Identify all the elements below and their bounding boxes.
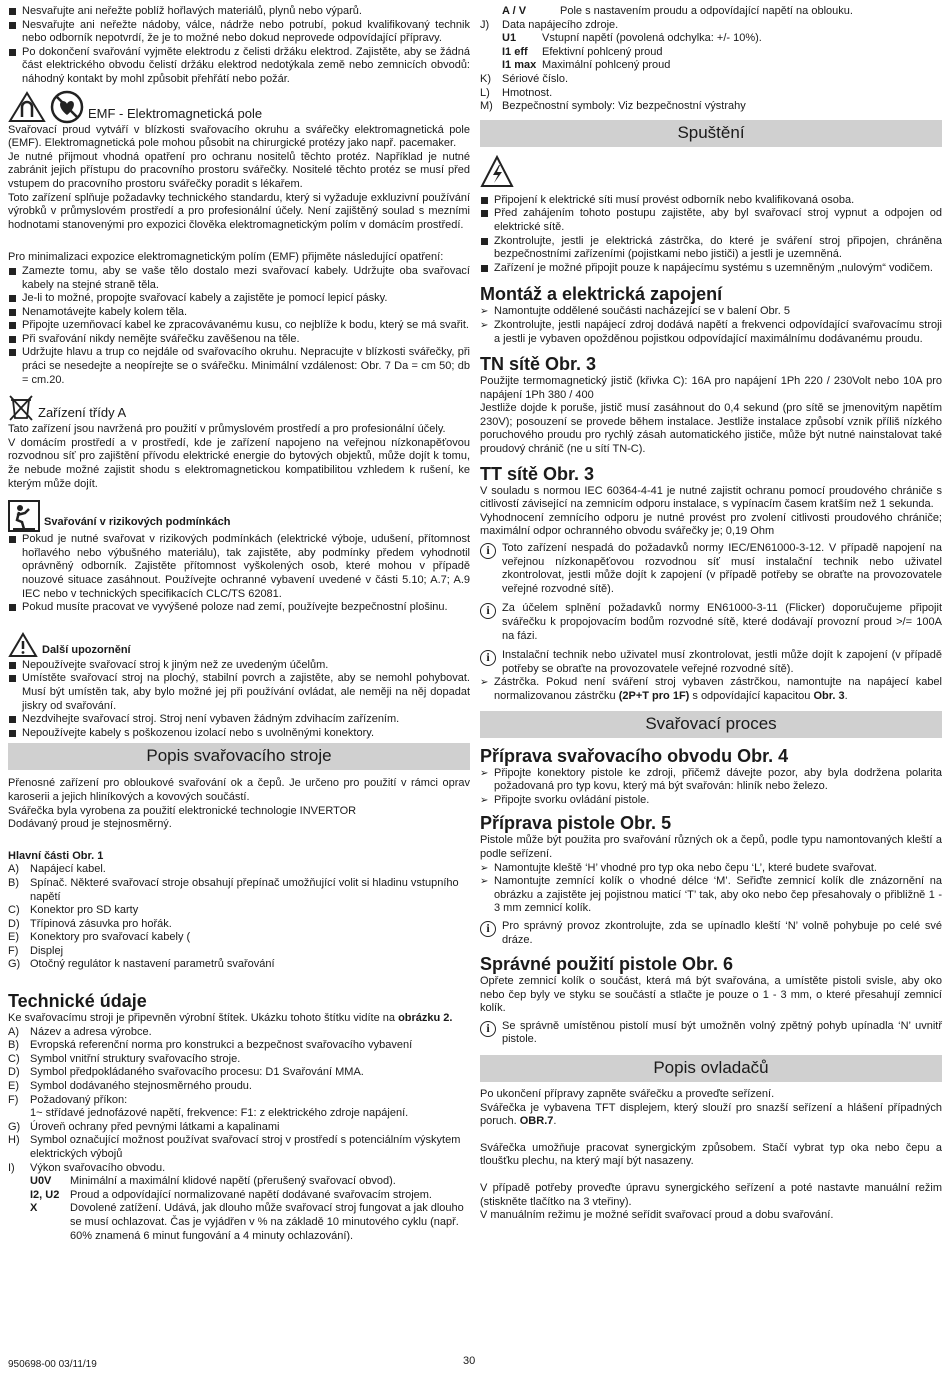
paragraph: Použijte termomagnetický jistič (křivka C): 16A pro napájení 1Ph 220 / 230Volt nebo 10A pro napájení 1Ph 380 / 400 [480, 375, 942, 401]
section-bar-description: Popis svařovacího stroje [8, 743, 470, 770]
paragraph: Svařovací proud vytváří v blízkosti svařovacího okruhu a svářečky elektromagnetická pole (EMF). Elektromagnetická pole mohou působit na chirurgické protézy jako např. pacemaker. [8, 123, 470, 150]
list-item: Nezdvihejte svařovací stroj. Stroj není vybaven žádným zdvihacím zařízením. [8, 713, 470, 727]
risk-title: Svařování v rizikových podmínkách [44, 516, 231, 529]
risk-header [8, 499, 470, 533]
main-parts-title: Hlavní části Obr. 1 [8, 849, 104, 862]
definition-row: I1 max Maximální pohlcený proud [502, 59, 671, 72]
supply-definitions [480, 32, 942, 73]
list-item: B) Spínač. Některé svařovací stroje obsahují přepínač umožňující volit si hladinu vstupního napětí [8, 876, 459, 903]
list-item: A) Napájecí kabel. [8, 863, 106, 876]
paragraph: Ke svařovacímu stroji je připevněn výrobní štítek. Ukázku tohoto štítku vidíte na obrázku 2. [8, 1012, 453, 1025]
av-definition [480, 5, 942, 19]
definition-row: A / V Pole s nastavením proudu a odpovídající napětí na oblouku. [502, 5, 853, 17]
list-item: ➢ Namontujte zemnící kolík o vhodné délce ‘M’. Seřiďte zemnicí kolík dle znázornění na obrázku a zajistěte jej pojistnou maticí ‘T’ tak, aby oko nebo čep přesahovaly o přibližně 1 - 3 mm zemnicí kolík. [480, 875, 942, 916]
list-item: ➢ Zkontrolujte, jestli napájecí zdroj dodává napětí a frekvenci odpovídající svařovacímu stroji a jestli je vybaven opožděnou pojistkou odpovídající maximálnímu dodávanému proudu. [480, 319, 942, 346]
paragraph: Po ukončení přípravy zapněte svářečku a proveďte seřízení. [480, 1088, 775, 1101]
warning-icon [8, 632, 38, 658]
list-item: D) Třípinová zásuvka pro hořák. [8, 917, 172, 930]
page-number: 30 [463, 1355, 476, 1367]
emf-title: EMF - Elektromagnetická pole [88, 105, 263, 121]
list-item: F) Displej [8, 944, 64, 957]
info-note: i Se správně umístěnou pistolí musí být umožněn volný zpětný pohyb upínadla ‘N’ uvnitř pistole. [480, 1020, 942, 1047]
list-item: Připojte uzemňovací kabel ke zpracovávanému kusu, co nejblíže k bodu, který se má svařit. [8, 319, 470, 333]
list-item: J) Data napájecího zdroje. [480, 18, 619, 31]
section-bar-startup: Spuštění [480, 120, 942, 147]
list-item: Nepoužívejte svařovací stroj k jiným než ze uvedeným účelům. [8, 659, 470, 673]
definition-row: I1 eff Efektivní pohlcený proud [502, 45, 663, 58]
list-item: Před zahájením tohoto postupu zajistěte, aby byl svařovací stroj vypnut a odpojen od elektrické sítě. [480, 207, 942, 234]
no-pacemaker-icon [50, 90, 84, 124]
list-item: Zařízení je možné připojit pouze k napájecímu systému s uzemněným „nulovým“ vodičem. [480, 262, 942, 276]
tn-title: TN sítě Obr. 3 [480, 354, 597, 375]
list-item: ➢ Namontujte oddělené součásti nacházející se v balení Obr. 5 [480, 305, 942, 319]
list-item: Zkontrolujte, jestli je elektrická zástrčka, do které je sváření stroj připojen, chráněna bezpečnostními zařízeními (pojistkami nebo jističi) a jestli je uzemněná. [480, 235, 942, 262]
list-item: G) Úroveň ochrany před pevnými látkami a kapalinami [8, 1120, 280, 1133]
list-item: Nepoužívejte kabely s poškozenou izolací nebo s uvolněnými konektory. [8, 727, 470, 741]
list-subitem: 1~ střídavé jednofázové napětí, frekvence: F1: z elektrického zdroje napájení. [30, 1107, 409, 1120]
paragraph: Dodávaný proud je stejnosměrný. [8, 818, 172, 831]
paragraph: Je nutné přijmout vhodná opatření pro ochranu nositelů těchto protéz. Například je nutné zabránit jejich přístupu do pracovního prostoru svářečky. Nositelé těchto protéz se musí před vstupem do pracovního prostoru svářečky poradit s lékařem. [8, 150, 470, 190]
list-item: A) Název a adresa výrobce. [8, 1025, 152, 1038]
definition-row: I2, U2 Proud a odpovídající normalizované napětí dodávané svařovacím strojem. [30, 1188, 432, 1201]
info-icon: i [480, 603, 496, 619]
left-column [8, 5, 470, 1243]
paragraph: Vyhodnocení zemnícího odporu je nutné provést pro zvolení citlivosti proudového chrániče; maximální odpor ochranného obvodu svářečky je; 0,19 Ohm [480, 511, 942, 538]
info-icon: i [480, 543, 496, 559]
use-title: Správné použití pistole Obr. 6 [480, 954, 734, 975]
list-item: B) Evropská referenční norma pro konstrukci a bezpečnost svařovacího vybavení [8, 1039, 413, 1052]
info-note: i Pro správný provoz zkontrolujte, zda se upínadlo kleští ‘N’ volně pohybuje po celé své dráze. [480, 920, 942, 947]
paragraph: V případě potřeby proveďte úpravu synergického seřízení a poté nastavte manuální režim (stiskněte tlačítko na 3 vteřiny). [480, 1182, 942, 1208]
list-item: F) Požadovaný příkon: [8, 1093, 128, 1106]
info-icon: i [480, 650, 496, 666]
list-item: C) Konektor pro SD karty [8, 904, 139, 917]
info-note: i Instalační technik nebo uživatel musí zkontrolovat, jestli může dojít k zapojení (v případě potřeby se obraťte na provozovatele veřejné rozvodné sítě). [480, 649, 942, 676]
paragraph: Svářečka je vybavena TFT displejem, který slouží pro snazší seřízení a hlášení případných poruch. OBR.7. [480, 1101, 942, 1128]
list-item: ➢ Připojte konektory pistole ke zdroji, přičemž dávejte pozor, aby byla dodržena polarita požadovaná pro typ kovu, který má být svařován: hliník nebo železo. [480, 767, 942, 794]
list-item: Nesvařujte ani neřežte poblíž hořlavých materiálů, plynů nebo výparů. [8, 5, 470, 19]
document-code: 950698-00 03/11/19 [8, 1359, 97, 1370]
mount-title: Montáž a elektrická zapojení [480, 284, 723, 305]
list-item: ➢ Namontujte kleště ‘H’ vhodné pro typ oka nebo čepu ‘L’, které budete svařovat. [480, 862, 942, 876]
list-item: Pokud musíte pracovat ve vyvýšené poloze nad zemí, používejte bezpečnostní plošinu. [8, 601, 470, 615]
list-item: Po dokončení svařování vyjměte elektrodu z čelisti držáku elektrod. Zajistěte, aby se žádná část elektrického obvodu čelistí držáku elektrod nedotýkala země nebo zemnicích obvodů: náhodný kontakt by mohl způsobit přehřátí nebo požár. [8, 46, 470, 87]
list-item: C) Symbol vnitřní struktury svařovacího stroje. [8, 1052, 241, 1065]
definition-row: U1 Vstupní napětí (povolená odchylka: +/- 10%). [502, 32, 762, 45]
list-item: E) Symbol dodávaného stejnosměrného proudu. [8, 1080, 252, 1093]
tt-title: TT sítě Obr. 3 [480, 463, 595, 484]
section-bar-welding: Svařovací proces [480, 711, 942, 738]
confined-space-icon [8, 500, 40, 532]
paragraph: V manuálním režimu je možné seřídit svařovací proud a dobu svařování. [480, 1209, 834, 1222]
list-item: Umístěte svařovací stroj na plochý, stabilní povrch a zajistěte, aby se nemohl pohybovat. Musí být umístěn tak, aby bylo možné jej při používání ovládat, ale neměji na něj dopadat jiskry od svařování. [8, 672, 470, 713]
list-item: Zamezte tomu, aby se vaše tělo dostalo mezi svařovací kabely. Udržujte oba svařovací kabely na stejné straně těla. [8, 265, 470, 292]
list-item: Pokud je nutné svařovat v rizikových podmínkách (elektrické výboje, udušení, přítomnost hořlavého nebo výbušného materiálu), tak zajistěte, aby podmínky předem vyhodnotil oprávněný odborník. Zajistěte přítomnost vyškolených osob, které mohou v případě nouzové situace zasáhnout. Používejte ochranné vybavení uvedené v části 5.10; A.7; A.9 IEC nebo v technických specifikacích CLC/TS 62081. [8, 533, 470, 601]
list-item: I) Výkon svařovacího obvodu. [8, 1161, 166, 1174]
top-warning-list [8, 5, 470, 87]
info-icon: i [480, 1021, 496, 1037]
paragraph: Opřete zemnicí kolík o součást, která má být svařována, a umístěte pistoli svisle, aby oko nebo čep byly ve styku se součástí a stlačte je pouze o 1 - 3 mm, o které přesahují zemnicí kolík. [480, 975, 942, 1015]
magnet-warning-icon [8, 91, 46, 123]
info-icon: i [480, 921, 496, 937]
list-item: K) Sériové číslo. [480, 72, 569, 85]
circuit-title: Příprava svařovacího obvodu Obr. 4 [480, 745, 789, 766]
list-item: H) Symbol označující možnost používat svařovací stroj v prostředí s potenciálním výskytem elektrických výbojů [8, 1134, 461, 1160]
list-item: ➢ Zástrčka. Pokud není sváření stroj vybaven zástrčkou, namontujte na napájecí kabel normalizovanou zástrčku (2P+T pro 1F) s odpovídající kapacitou Obr. 3. [480, 676, 942, 703]
tech-list [8, 1026, 470, 1244]
gun-title: Příprava pistole Obr. 5 [480, 813, 672, 834]
list-item: Nesvařujte ani neřežte nádoby, válce, nádrže nebo potrubí, pokud kvalifikovaný technik nebo odborník nepotvrdí, že je to možné nebo dokud neprovede odpovídající přípravy. [8, 19, 470, 46]
list-item: G) Otočný regulátor k nastavení parametrů svařování [8, 958, 275, 971]
paragraph: Svářečka byla vyrobena za použití elektronické technologie INVERTOR [8, 804, 357, 817]
list-item: Připojení k elektrické síti musí provést odborník nebo kvalifikovaná osoba. [480, 194, 942, 208]
section-bar-controls: Popis ovladačů [480, 1055, 942, 1082]
list-item: Je-li to možné, propojte svařovací kabely a zajistěte je pomocí lepicí pásky. [8, 292, 470, 306]
list-item: L) Hmotnost. [480, 86, 553, 99]
crossed-bin-icon [8, 392, 34, 422]
list-item: E) Konektory pro svařovací kabely ( [8, 931, 191, 944]
emf-header [8, 90, 470, 124]
paragraph: V souladu s normou IEC 60364-4-41 je nutné zajistit ochranu pomocí proudového chrániče s citlivostí závisející na zemnicím odporu instalace, s vypínacím časem kratším než 1 sekunda. [480, 484, 942, 511]
info-note: i Toto zařízení nespadá do požadavků normy IEC/EN61000-3-12. V případě napojení na veřejnou nízkonapěťovou rozvodnou síť musí instalační technik nebo uživatel zkontrolovat, jestli může dojít k zapojení (v případě potřeby se obraťte na provozovatele veřejné rozvodné sítě). [480, 542, 942, 596]
paragraph: V domácím prostředí a v prostředí, kde je zařízení napojeno na veřejnou nízkonapěťovou rozvodnou síť pro zajištění přívodu elektrické energie do bytových objektů, může dojít k tomu, že nebude možné zajistit shodu s elektromagnetickou kompatibilitou vzhledem k rušení, ke kterým může dojít. [8, 436, 470, 490]
definition-row: X Dovolené zatížení. Udává, jak dlouho může svařovací stroj fungovat a jak dlouho se musí ochlazovat. Čas je vyjádřen v % na základě 10 minutového cyklu (např. 60% znamená 6 minut fungování a 4 minuty ochlazování). [30, 1202, 464, 1242]
list-item: Při svařování nikdy nemějte svářečku zavěšenou na těle. [8, 333, 470, 347]
list-item: Udržujte hlavu a trup co nejdále od svařovacího okruhu. Nepracujte v blízkosti svářečky, při práci se nesedejte a neopírejte se o svářečku. Minimální vzdálenost: Obr. 7 Da = cm 50; db = cm.20. [8, 346, 470, 387]
list-item: Nenamotávejte kabely kolem těla. [8, 306, 470, 320]
list-item: ➢ Připojte svorku ovládání pistole. [480, 794, 942, 808]
output-definitions [8, 1175, 470, 1243]
paragraph: Pistole může být použita pro svařování různých ok a čepů, podle typu namontovaných kleští a podle seřízení. [480, 834, 942, 860]
paragraph: Pro minimalizaci expozice elektromagnetickým polím (EMF) přijměte následující opatření: [8, 251, 444, 264]
paragraph: Tato zařízení jsou navržená pro použití v průmyslovém prostředí a pro profesionální účely. [8, 423, 446, 436]
other-header [8, 631, 470, 659]
tech-title: Technické údaje [8, 991, 147, 1012]
emf-list [8, 265, 470, 387]
definition-row: U0V Minimální a maximální klidové napětí (přerušený svařovací obvod). [30, 1175, 396, 1188]
right-column [480, 5, 942, 1223]
paragraph: Svářečka umožňuje pracovat synergickým způsobem. Stačí vybrat typ oka nebo čepu a tloušťku plechu, na který mají být nasazeny. [480, 1141, 942, 1168]
other-title: Další upozornění [42, 643, 131, 656]
paragraph: Jestliže dojde k poruše, jistič musí zasáhnout do 0,4 sekund (pro sítě se jmenovitým napětím 230V); posouzení se provede během instalace. Jestliže instalace způsobí vznik příliš nízkého poruchového proudu pro rychlý zásah automatického jističe, může být nutné nainstalovat také proudový chránič (ne u sítí TN-C). [480, 402, 942, 456]
class-a-title: Zařízení třídy A [38, 405, 127, 421]
paragraph: Přenosné zařízení pro obloukové svařování ok a čepů. Je určeno pro použití v rámci oprav karoserii a jejich hliníkových a kovových součástí. [8, 777, 470, 803]
electric-hazard-icon [480, 155, 514, 189]
paragraph: Toto zařízení splňuje požadavky technického standardu, který si vyžaduje exkluzivní používání výrobků v průmyslovém prostředí a pro profesionální účely. Není zajištěný soulad s mezními hodnotami stanovenými pro expozici člověka elektromagnetickým polím v domácím prostředí. [8, 191, 470, 231]
main-parts-list [8, 863, 470, 972]
list-item: D) Symbol předpokládaného svařovacího procesu: D1 Svařování MMA. [8, 1066, 364, 1079]
info-note: i Za účelem splnění požadavků normy EN61000-3-11 (Flicker) doporučujeme připojit svářečku k propojovacím bodům rozvodné sítě, které dodávají provozní proud >/= 100A na fázi. [480, 602, 942, 643]
class-a-header [8, 391, 470, 423]
list-item: M) Bezpečnostní symboly: Viz bezpečnostní výstrahy [480, 100, 746, 113]
